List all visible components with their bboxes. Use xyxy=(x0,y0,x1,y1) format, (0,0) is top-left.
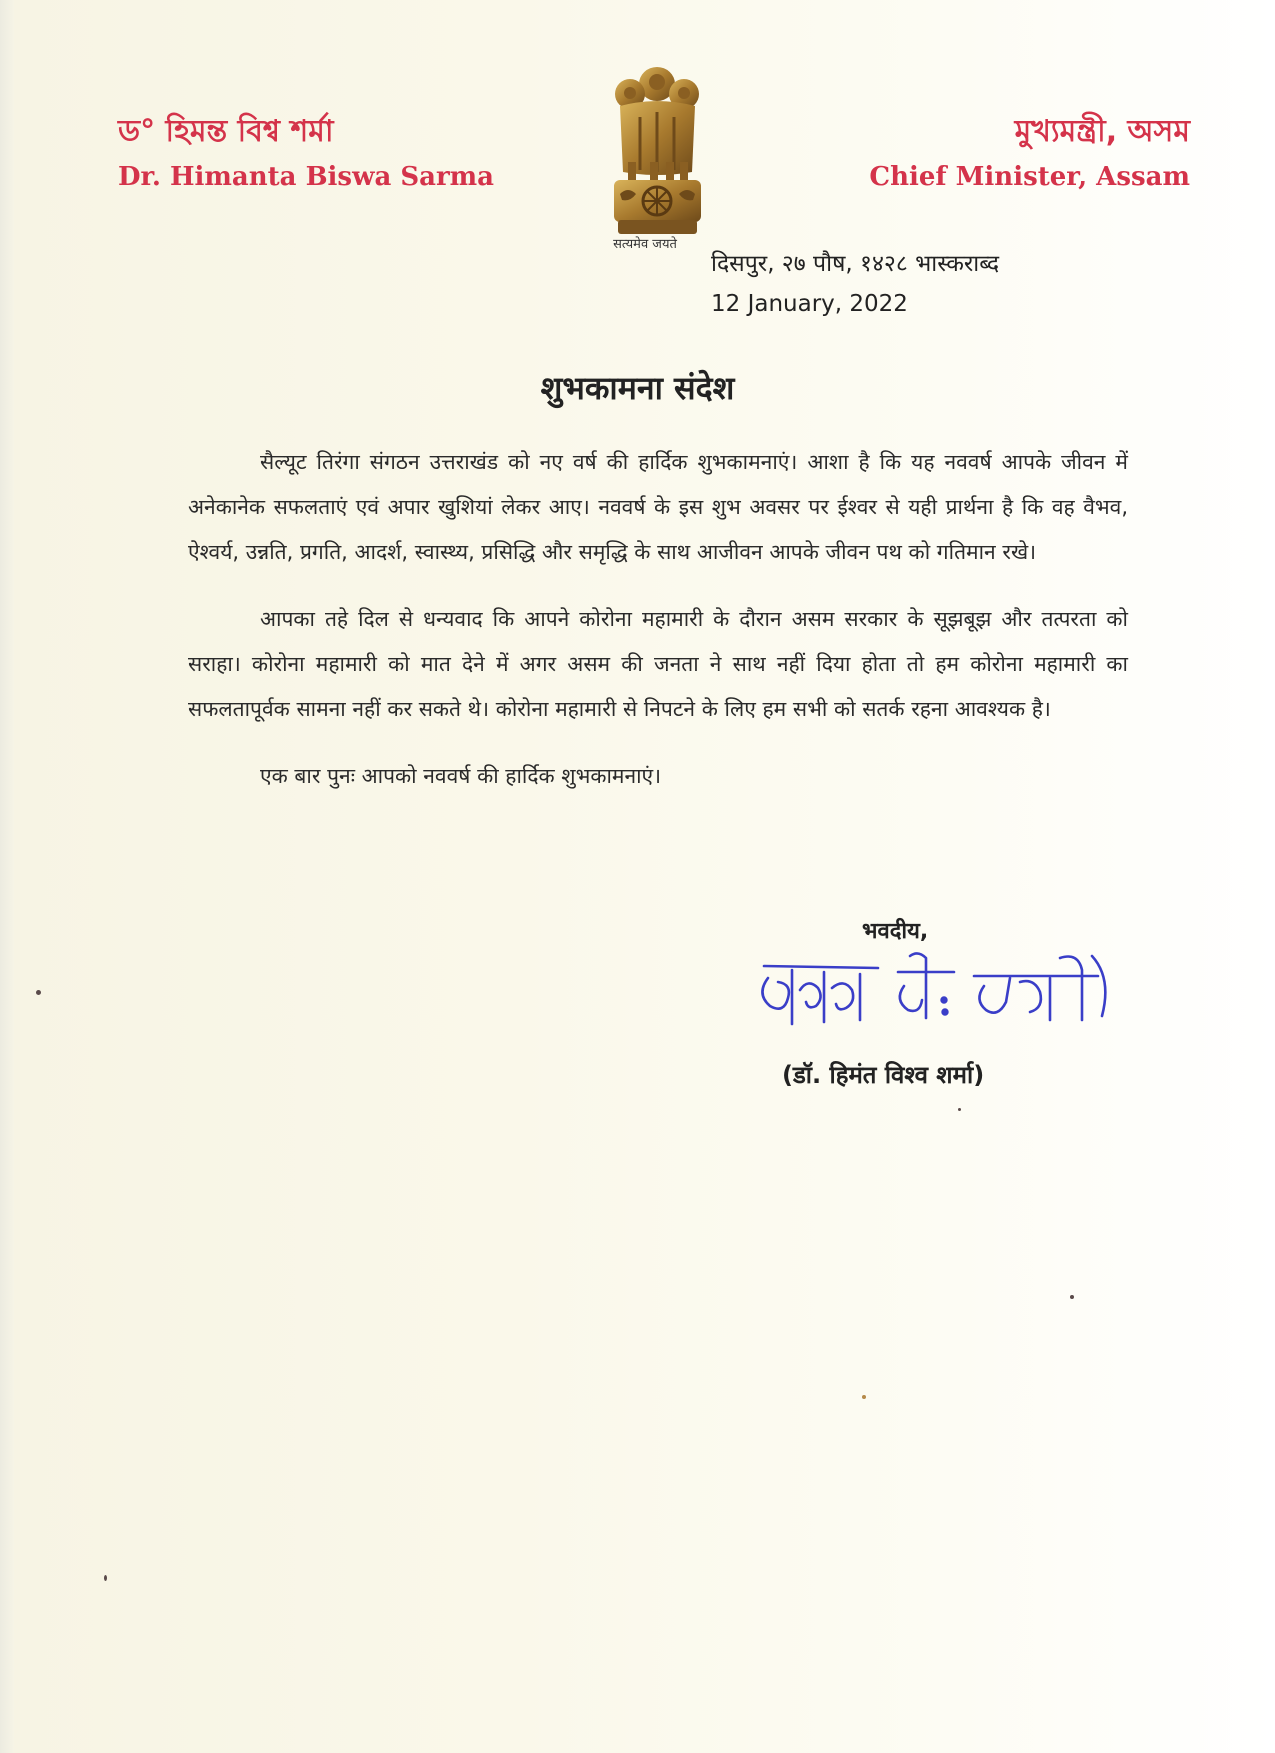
letter-body xyxy=(188,440,1128,821)
letter-title: शुभकामना संदेश xyxy=(540,369,735,407)
date-native: दिसपुर, २७ पौष, १४२८ भास्कराब्द xyxy=(711,251,1000,277)
paper-speck xyxy=(862,1395,866,1399)
emblem-motto: सत्यमेव जयते xyxy=(613,237,677,252)
letterhead-right xyxy=(790,112,1190,194)
handwritten-signature xyxy=(748,948,1158,1038)
body-paragraph: एक बार पुनः आपको नववर्ष की हार्दिक शुभकामनाएं। xyxy=(260,764,662,788)
paper-speck xyxy=(1070,1295,1074,1299)
designation-english: Chief Minister, Assam xyxy=(869,162,1190,192)
date-english: 12 January, 2022 xyxy=(711,291,908,317)
date-block xyxy=(711,244,1131,324)
page-edge xyxy=(0,0,14,1753)
sender-name-english: Dr. Himanta Biswa Sarma xyxy=(118,162,495,192)
letterhead-left xyxy=(118,112,578,194)
paper-speck xyxy=(104,1575,107,1581)
body-paragraph: सैल्यूट तिरंगा संगठन उत्तराखंड को नए वर्ष की हार्दिक शुभकामनाएं। आशा है कि यह नववर्ष आपके जीवन में अनेकानेक सफलताएं एवं अपार खुशियां लेकर आए। नववर्ष के इस शुभ अवसर पर ईश्वर से यही प्रार्थना है कि वह वैभव, ऐश्वर्य, उन्नति, प्रगति, आदर्श, स्वास्थ्य, प्रसिद्धि और समृद्धि के साथ आजीवन आपके जीवन पथ को गतिमान रखे। xyxy=(188,450,1128,564)
signatory-name: (डॉ. हिमंत विश्व शर्मा) xyxy=(782,1061,985,1089)
closing-salutation: भवदीय, xyxy=(862,919,929,944)
state-emblem-icon xyxy=(600,62,715,242)
paper-speck xyxy=(36,990,41,995)
paper-speck xyxy=(958,1108,961,1111)
sender-name-native: ড° হিমন্ত বিশ্ব শৰ্মা xyxy=(118,114,334,149)
body-paragraph: आपका तहे दिल से धन्यवाद कि आपने कोरोना महामारी के दौरान असम सरकार के सूझबूझ और तत्परता को सराहा। कोरोना महामारी को मात देने में अगर असम की जनता ने साथ नहीं दिया होता तो हम कोरोना महामारी का सफलतापूर्वक सामना नहीं कर सकते थे। कोरोना महामारी से निपटने के लिए हम सभी को सतर्क रहना आवश्यक है। xyxy=(188,607,1128,721)
designation-native: মুখ্যমন্ত্ৰী, অসম xyxy=(1014,114,1190,149)
